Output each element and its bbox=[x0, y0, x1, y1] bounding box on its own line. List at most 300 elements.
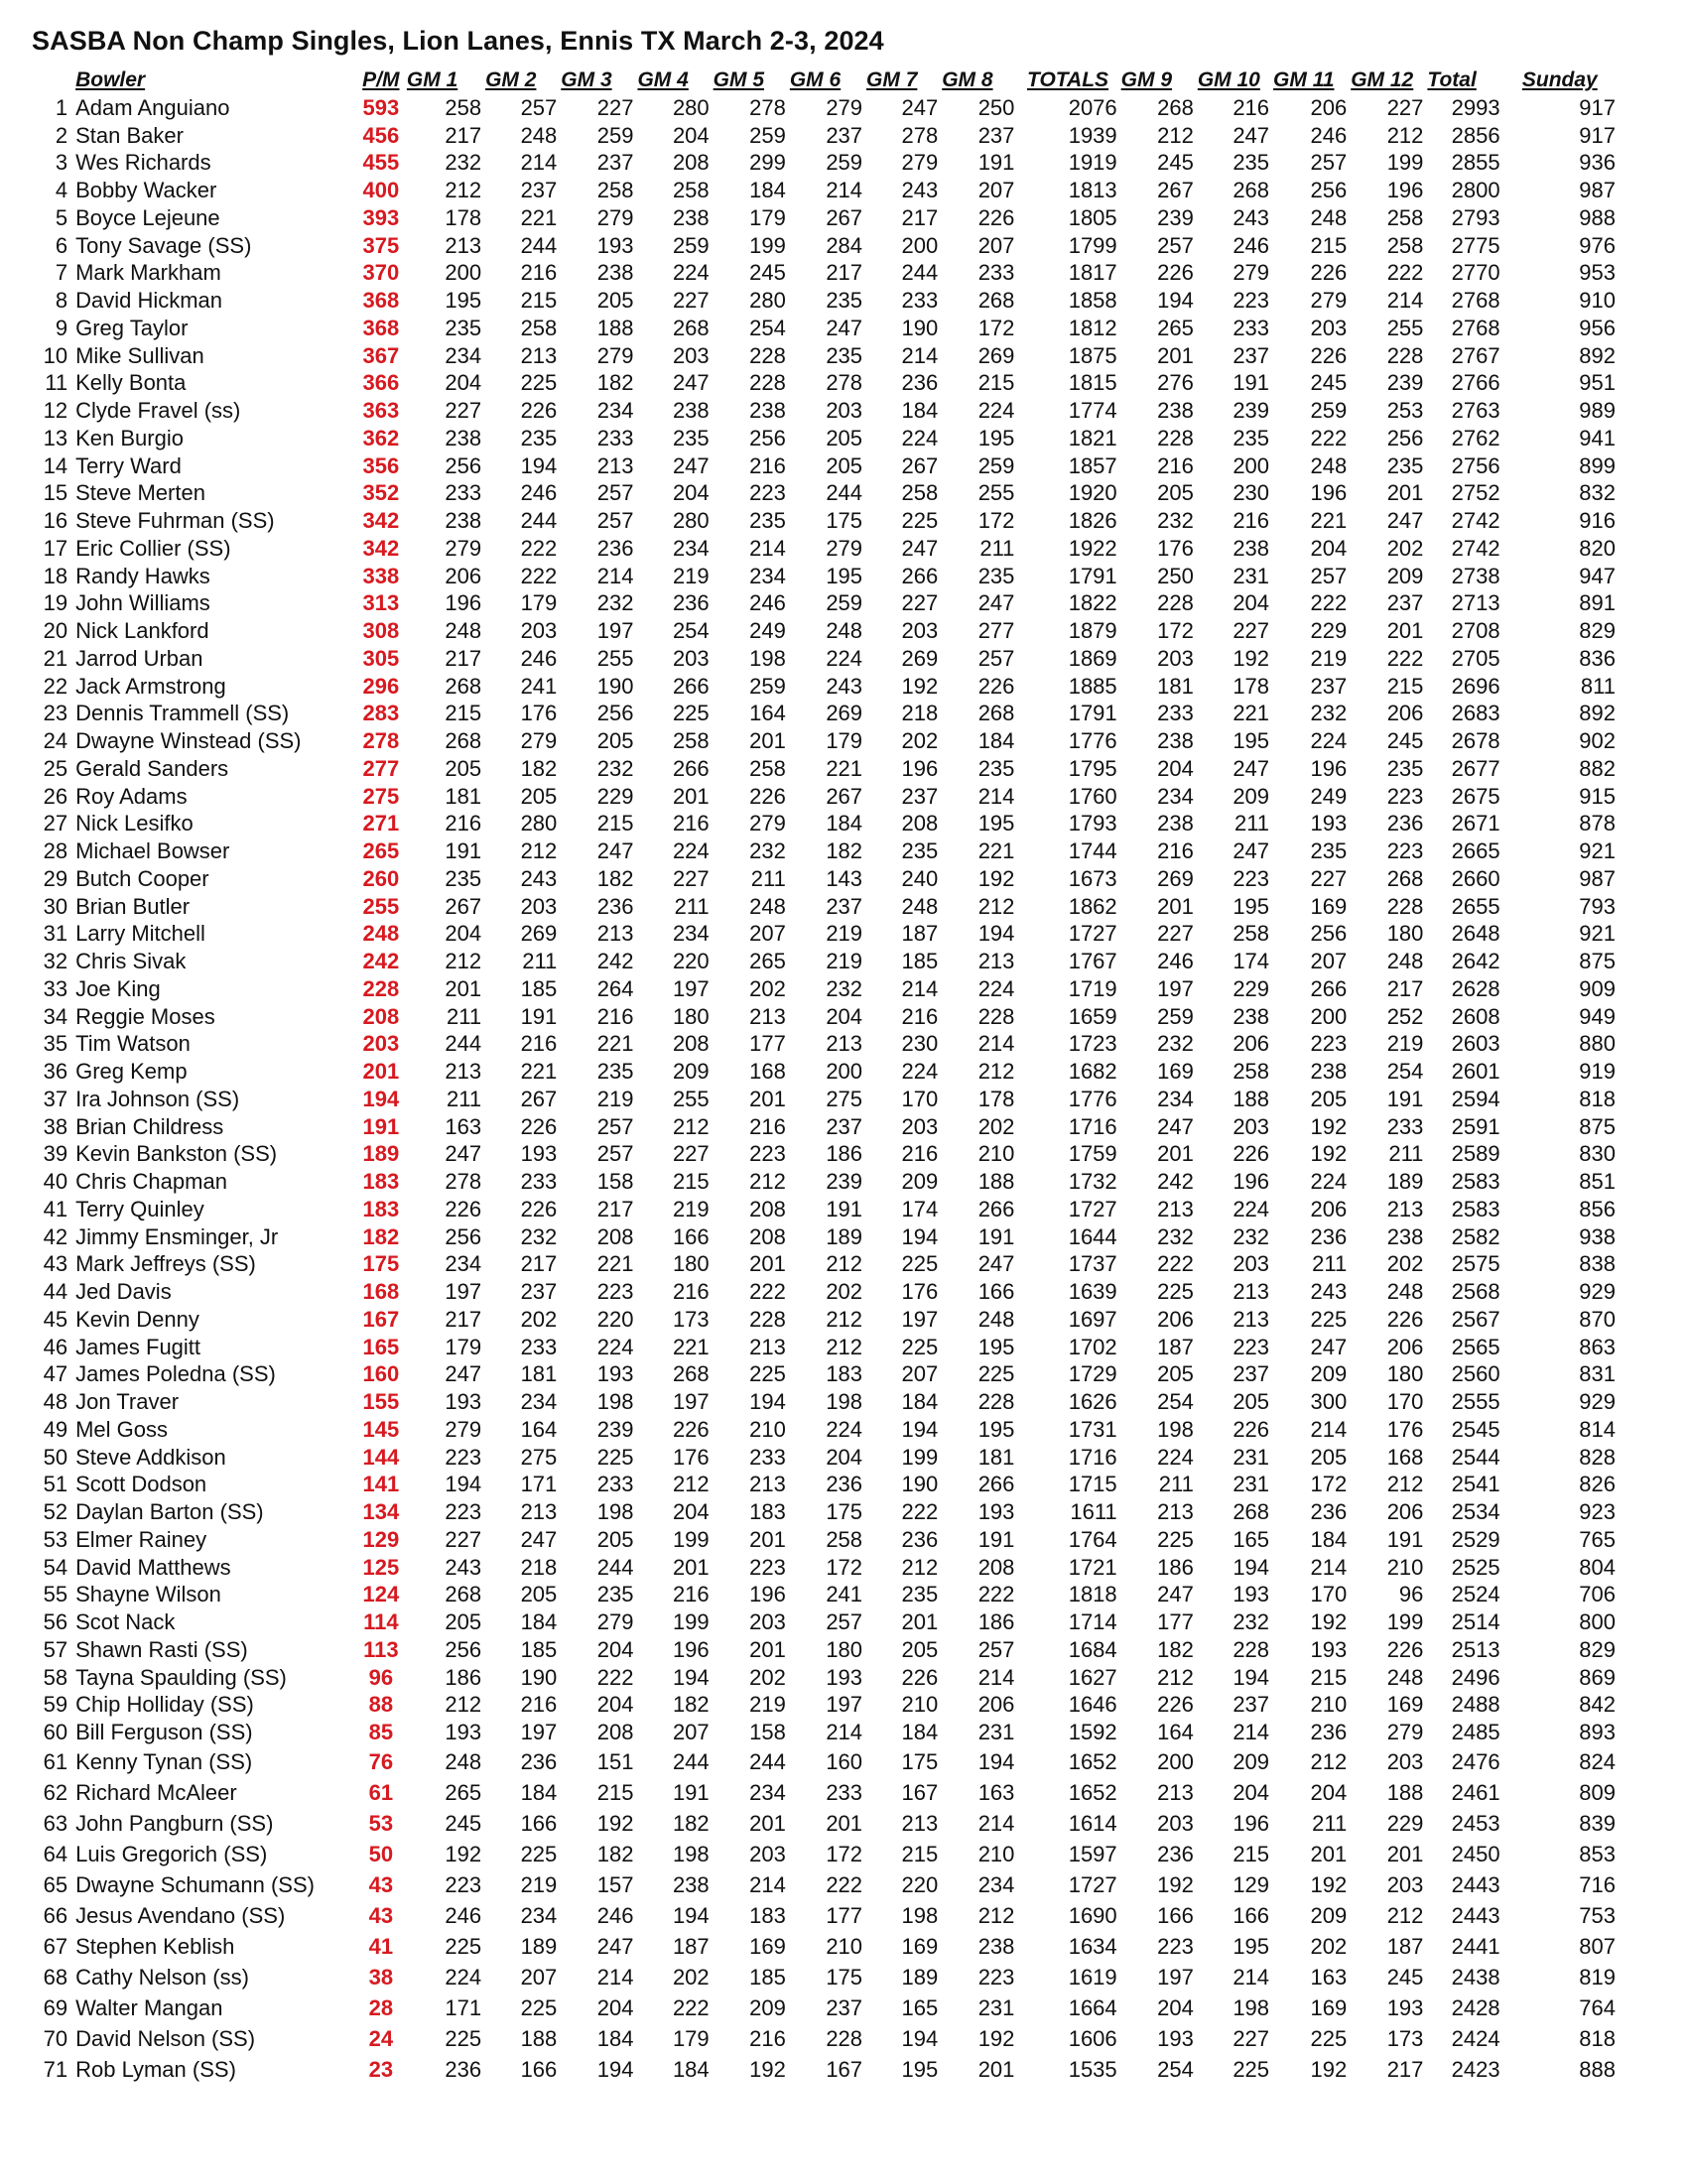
gm2-cell: 212 bbox=[520, 838, 558, 864]
gm5-cell: 278 bbox=[749, 94, 786, 120]
gm3-cell: 208 bbox=[596, 1720, 634, 1745]
gm5-cell: 201 bbox=[749, 1636, 786, 1662]
gm8-cell: 257 bbox=[977, 645, 1015, 671]
gm12-cell: 211 bbox=[1388, 1141, 1424, 1167]
gm10-cell: 231 bbox=[1233, 1444, 1270, 1470]
gm12-cell: 196 bbox=[1386, 178, 1424, 203]
gm9-cell: 164 bbox=[1157, 1720, 1194, 1745]
bowler-name-cell: David Hickman bbox=[75, 288, 223, 314]
gm1-cell: 212 bbox=[445, 178, 482, 203]
gm10-cell: 239 bbox=[1233, 398, 1270, 424]
sunday-cell: 826 bbox=[1579, 1472, 1616, 1497]
gm5-cell: 168 bbox=[749, 1059, 786, 1085]
gm1-cell: 232 bbox=[445, 150, 482, 176]
gm5-cell: 248 bbox=[749, 893, 786, 919]
gm3-cell: 222 bbox=[596, 1664, 634, 1690]
gm7-cell: 203 bbox=[901, 1113, 939, 1139]
rank-cell: 5 bbox=[55, 204, 68, 230]
gm7-cell: 194 bbox=[901, 1223, 939, 1249]
gm8-cell: 207 bbox=[977, 178, 1015, 203]
gm9-cell: 211 bbox=[1158, 1472, 1194, 1497]
gm9-cell: 254 bbox=[1157, 1389, 1194, 1415]
gm9-cell: 268 bbox=[1157, 94, 1194, 120]
rank-cell: 44 bbox=[43, 1279, 68, 1305]
gm6-cell: 203 bbox=[826, 398, 863, 424]
gm3-cell: 236 bbox=[596, 535, 634, 561]
total-cell: 2800 bbox=[1451, 178, 1500, 203]
gm10-cell: 204 bbox=[1233, 1779, 1270, 1805]
gm2-cell: 194 bbox=[520, 452, 558, 478]
gm3-cell: 279 bbox=[596, 204, 634, 230]
bowler-name-cell: Mark Markham bbox=[75, 260, 221, 286]
gm12-cell: 239 bbox=[1386, 370, 1424, 396]
gm11-cell: 215 bbox=[1310, 232, 1348, 258]
sunday-cell: 869 bbox=[1579, 1664, 1616, 1690]
gm12-cell: 228 bbox=[1386, 342, 1424, 368]
pm-cell: 375 bbox=[362, 232, 400, 258]
table-row bbox=[32, 342, 1618, 370]
gm10-cell: 268 bbox=[1233, 1499, 1270, 1525]
pm-cell: 76 bbox=[368, 1748, 394, 1774]
gm9-cell: 205 bbox=[1157, 480, 1194, 506]
total-cell: 2855 bbox=[1451, 150, 1500, 176]
rank-cell: 53 bbox=[43, 1526, 68, 1552]
gm11-cell: 204 bbox=[1310, 1779, 1348, 1805]
rank-cell: 42 bbox=[43, 1223, 68, 1249]
gm2-cell: 222 bbox=[520, 563, 558, 588]
gm11-cell: 257 bbox=[1310, 563, 1348, 588]
sunday-cell: 814 bbox=[1579, 1416, 1616, 1442]
totals-cell: 1759 bbox=[1068, 1141, 1117, 1167]
gm2-cell: 234 bbox=[520, 1902, 558, 1928]
rank-cell: 1 bbox=[55, 94, 68, 120]
gm9-cell: 176 bbox=[1157, 535, 1194, 561]
gm2-cell: 213 bbox=[520, 342, 558, 368]
total-cell: 2485 bbox=[1451, 1720, 1500, 1745]
gm7-cell: 220 bbox=[901, 1871, 939, 1897]
gm2-cell: 213 bbox=[520, 1499, 558, 1525]
gm2-cell: 226 bbox=[520, 398, 558, 424]
gm9-cell: 187 bbox=[1157, 1334, 1194, 1359]
total-cell: 2756 bbox=[1451, 452, 1500, 478]
gm1-cell: 234 bbox=[445, 1251, 482, 1277]
gm8-cell: 268 bbox=[977, 701, 1015, 726]
gm7-cell: 235 bbox=[901, 1582, 939, 1607]
gm12-cell: 191 bbox=[1386, 1086, 1424, 1111]
table-row bbox=[32, 1278, 1618, 1306]
gm12-cell: 201 bbox=[1386, 480, 1424, 506]
sunday-cell: 828 bbox=[1579, 1444, 1616, 1470]
gm7-cell: 165 bbox=[901, 1994, 939, 2020]
pm-cell: 113 bbox=[363, 1636, 399, 1662]
total-cell: 2524 bbox=[1451, 1582, 1500, 1607]
gm9-cell: 232 bbox=[1157, 1031, 1194, 1057]
gm6-cell: 217 bbox=[826, 260, 863, 286]
gm4-cell: 227 bbox=[672, 865, 710, 891]
bowler-name-cell: Mike Sullivan bbox=[75, 342, 204, 368]
sunday-cell: 856 bbox=[1579, 1196, 1616, 1221]
gm10-cell: 230 bbox=[1233, 480, 1270, 506]
gm10-cell: 238 bbox=[1233, 1003, 1270, 1029]
gm7-cell: 230 bbox=[901, 1031, 939, 1057]
table-row bbox=[32, 755, 1618, 783]
gm6-cell: 224 bbox=[826, 1416, 863, 1442]
pm-cell: 189 bbox=[362, 1141, 400, 1167]
gm3-cell: 151 bbox=[596, 1748, 634, 1774]
gm12-cell: 253 bbox=[1386, 398, 1424, 424]
rank-cell: 22 bbox=[43, 673, 68, 699]
pm-cell: 191 bbox=[362, 1113, 400, 1139]
totals-cell: 1858 bbox=[1068, 288, 1117, 314]
gm10-cell: 178 bbox=[1233, 673, 1270, 699]
total-cell: 2793 bbox=[1451, 204, 1500, 230]
gm12-cell: 168 bbox=[1386, 1444, 1424, 1470]
gm4-cell: 194 bbox=[672, 1902, 710, 1928]
bowler-name-cell: Walter Mangan bbox=[75, 1994, 223, 2020]
gm11-cell: 259 bbox=[1310, 398, 1348, 424]
gm10-cell: 191 bbox=[1233, 370, 1270, 396]
gm4-cell: 224 bbox=[672, 838, 710, 864]
gm8-cell: 266 bbox=[977, 1472, 1015, 1497]
rank-cell: 65 bbox=[43, 1871, 68, 1897]
gm6-cell: 214 bbox=[826, 178, 863, 203]
gm7-cell: 184 bbox=[901, 1720, 939, 1745]
gm4-cell: 176 bbox=[672, 1444, 710, 1470]
sunday-cell: 917 bbox=[1579, 94, 1616, 120]
pm-cell: 400 bbox=[362, 178, 400, 203]
table-row bbox=[32, 811, 1618, 838]
gm6-cell: 182 bbox=[826, 838, 863, 864]
sunday-cell: 853 bbox=[1579, 1841, 1616, 1866]
gm3-cell: 257 bbox=[596, 1113, 634, 1139]
gm9-cell: 254 bbox=[1157, 2056, 1194, 2082]
gm8-cell: 195 bbox=[977, 1416, 1015, 1442]
gm4-cell: 191 bbox=[672, 1779, 710, 1805]
gm3-cell: 157 bbox=[596, 1871, 634, 1897]
gm7-cell: 243 bbox=[901, 178, 939, 203]
sunday-cell: 921 bbox=[1579, 838, 1616, 864]
gm12-cell: 191 bbox=[1386, 1526, 1424, 1552]
gm1-cell: 265 bbox=[445, 1779, 482, 1805]
total-cell: 2655 bbox=[1451, 893, 1500, 919]
gm11-cell: 169 bbox=[1310, 1994, 1348, 2020]
gm5-cell: 228 bbox=[749, 1306, 786, 1332]
gm8-cell: 231 bbox=[977, 1720, 1015, 1745]
rank-cell: 6 bbox=[55, 232, 68, 258]
rank-cell: 8 bbox=[55, 288, 68, 314]
table-row bbox=[32, 1223, 1618, 1251]
gm6-cell: 279 bbox=[826, 94, 863, 120]
pm-cell: 342 bbox=[362, 535, 400, 561]
gm5-cell: 216 bbox=[749, 1113, 786, 1139]
gm5-cell: 203 bbox=[749, 1841, 786, 1866]
gm7-cell: 247 bbox=[901, 535, 939, 561]
bowler-name-cell: Brian Butler bbox=[75, 893, 191, 919]
sunday-cell: 753 bbox=[1579, 1902, 1616, 1928]
rank-cell: 41 bbox=[43, 1196, 68, 1221]
table-row bbox=[32, 260, 1618, 288]
gm9-cell: 213 bbox=[1157, 1499, 1194, 1525]
bowler-name-cell: Joe King bbox=[75, 975, 161, 1001]
sunday-cell: 976 bbox=[1579, 232, 1616, 258]
gm11-cell: 206 bbox=[1310, 1196, 1348, 1221]
gm2-cell: 205 bbox=[520, 783, 558, 809]
gm10-cell: 232 bbox=[1233, 1609, 1270, 1635]
gm9-cell: 194 bbox=[1157, 288, 1194, 314]
gm1-cell: 248 bbox=[445, 1748, 482, 1774]
gm5-cell: 213 bbox=[749, 1003, 786, 1029]
gm3-cell: 216 bbox=[596, 1003, 634, 1029]
gm2-cell: 233 bbox=[520, 1169, 558, 1195]
gm3-cell: 193 bbox=[596, 1361, 634, 1387]
gm8-cell: 266 bbox=[977, 1196, 1015, 1221]
gm4-cell: 259 bbox=[672, 232, 710, 258]
total-cell: 2708 bbox=[1451, 618, 1500, 644]
bowler-name-cell: Steve Fuhrman (SS) bbox=[75, 508, 275, 534]
gm7-cell: 222 bbox=[901, 1499, 939, 1525]
total-cell: 2525 bbox=[1451, 1554, 1500, 1580]
gm2-cell: 185 bbox=[520, 975, 558, 1001]
bowler-name-cell: John Williams bbox=[75, 590, 210, 616]
gm2-cell: 246 bbox=[520, 480, 558, 506]
gm1-cell: 163 bbox=[445, 1113, 482, 1139]
rank-cell: 16 bbox=[43, 508, 68, 534]
table-row bbox=[32, 425, 1618, 452]
gm5-cell: 158 bbox=[749, 1720, 786, 1745]
sunday-cell: 765 bbox=[1579, 1526, 1616, 1552]
gm9-cell: 257 bbox=[1157, 232, 1194, 258]
gm2-cell: 185 bbox=[520, 1636, 558, 1662]
total-cell: 2742 bbox=[1451, 508, 1500, 534]
gm1-cell: 279 bbox=[445, 1416, 482, 1442]
table-row bbox=[32, 1808, 1618, 1839]
total-cell: 2529 bbox=[1451, 1526, 1500, 1552]
gm8-cell: 195 bbox=[977, 425, 1015, 450]
gm4-cell: 238 bbox=[672, 398, 710, 424]
gm8-cell: 192 bbox=[977, 2025, 1015, 2051]
table-row bbox=[32, 865, 1618, 893]
gm1-cell: 245 bbox=[445, 1810, 482, 1836]
total-cell: 2555 bbox=[1451, 1389, 1500, 1415]
gm11-cell: 172 bbox=[1310, 1472, 1348, 1497]
gm8-cell: 234 bbox=[977, 1871, 1015, 1897]
gm3-cell: 182 bbox=[596, 1841, 634, 1866]
gm6-cell: 257 bbox=[826, 1609, 863, 1635]
gm1-cell: 213 bbox=[445, 1059, 482, 1085]
gm9-cell: 250 bbox=[1157, 563, 1194, 588]
gm7-cell: 216 bbox=[901, 1003, 939, 1029]
pm-cell: 265 bbox=[362, 838, 400, 864]
gm1-cell: 243 bbox=[445, 1554, 482, 1580]
bowler-name-cell: Tony Savage (SS) bbox=[75, 232, 252, 258]
gm11-cell: 266 bbox=[1310, 975, 1348, 1001]
gm11-cell: 212 bbox=[1310, 1748, 1348, 1774]
rank-cell: 37 bbox=[43, 1086, 68, 1111]
gm3-cell: 244 bbox=[596, 1554, 634, 1580]
gm1-cell: 256 bbox=[445, 1223, 482, 1249]
total-cell: 2671 bbox=[1451, 811, 1500, 836]
sunday-cell: 916 bbox=[1579, 508, 1616, 534]
gm8-cell: 228 bbox=[977, 1389, 1015, 1415]
rank-cell: 66 bbox=[43, 1902, 68, 1928]
gm12-cell: 222 bbox=[1386, 645, 1424, 671]
gm8-cell: 201 bbox=[977, 2056, 1015, 2082]
gm12-cell: 268 bbox=[1386, 865, 1424, 891]
gm7-cell: 199 bbox=[901, 1444, 939, 1470]
rank-cell: 14 bbox=[43, 452, 68, 478]
bowler-name-cell: Kevin Denny bbox=[75, 1306, 199, 1332]
pm-cell: 208 bbox=[362, 1003, 400, 1029]
total-cell: 2660 bbox=[1451, 865, 1500, 891]
gm7-cell: 216 bbox=[901, 1141, 939, 1167]
gm5-cell: 201 bbox=[749, 728, 786, 754]
total-cell: 2453 bbox=[1451, 1810, 1500, 1836]
gm11-cell: 196 bbox=[1310, 755, 1348, 781]
sunday-cell: 892 bbox=[1579, 701, 1616, 726]
gm10-cell: 243 bbox=[1233, 204, 1270, 230]
gm1-cell: 181 bbox=[445, 783, 482, 809]
gm1-cell: 223 bbox=[445, 1499, 482, 1525]
table-row bbox=[32, 948, 1618, 975]
gm2-cell: 193 bbox=[520, 1141, 558, 1167]
pm-cell: 53 bbox=[368, 1810, 394, 1836]
gm6-cell: 237 bbox=[826, 1994, 863, 2020]
gm7-cell: 200 bbox=[901, 232, 939, 258]
gm8-cell: 215 bbox=[977, 370, 1015, 396]
gm2-cell: 184 bbox=[520, 1779, 558, 1805]
pm-cell: 43 bbox=[368, 1871, 394, 1897]
gm7-cell: 225 bbox=[901, 508, 939, 534]
rank-cell: 12 bbox=[43, 398, 68, 424]
gm7-cell: 185 bbox=[901, 949, 939, 974]
gm8-cell: 226 bbox=[977, 673, 1015, 699]
gm2-cell: 257 bbox=[520, 94, 558, 120]
gm7-cell: 176 bbox=[901, 1279, 939, 1305]
gm9-cell: 226 bbox=[1157, 1692, 1194, 1718]
gm10-cell: 194 bbox=[1233, 1554, 1270, 1580]
gm8-cell: 214 bbox=[977, 1810, 1015, 1836]
table-row bbox=[32, 122, 1618, 150]
gm2-cell: 236 bbox=[520, 1748, 558, 1774]
gm12-cell: 226 bbox=[1386, 1306, 1424, 1332]
gm6-cell: 191 bbox=[826, 1196, 863, 1221]
table-row bbox=[32, 1113, 1618, 1141]
gm2-cell: 248 bbox=[520, 122, 558, 148]
gm6-cell: 212 bbox=[826, 1306, 863, 1332]
table-row bbox=[32, 727, 1618, 755]
gm12-cell: 180 bbox=[1386, 1361, 1424, 1387]
gm5-cell: 259 bbox=[749, 673, 786, 699]
gm4-cell: 238 bbox=[672, 1871, 710, 1897]
gm5-cell: 265 bbox=[749, 949, 786, 974]
gm4-cell: 224 bbox=[672, 260, 710, 286]
gm11-cell: 235 bbox=[1310, 838, 1348, 864]
gm7-cell: 233 bbox=[901, 288, 939, 314]
gm12-cell: 235 bbox=[1386, 755, 1424, 781]
bowler-name-cell: Dwayne Schumann (SS) bbox=[75, 1871, 315, 1897]
gm2-cell: 218 bbox=[520, 1554, 558, 1580]
gm7-cell: 235 bbox=[901, 838, 939, 864]
total-cell: 2594 bbox=[1451, 1086, 1500, 1111]
gm11-cell: 257 bbox=[1310, 150, 1348, 176]
gm11-cell: 248 bbox=[1310, 204, 1348, 230]
gm6-cell: 278 bbox=[826, 370, 863, 396]
rank-cell: 34 bbox=[43, 1003, 68, 1029]
gm1-cell: 178 bbox=[445, 204, 482, 230]
gm6-cell: 237 bbox=[826, 893, 863, 919]
gm6-cell: 259 bbox=[826, 150, 863, 176]
bowler-name-cell: Jesus Avendano (SS) bbox=[75, 1902, 286, 1928]
gm8-cell: 223 bbox=[977, 1964, 1015, 1990]
gm5-cell: 254 bbox=[749, 315, 786, 340]
bowler-name-cell: John Pangburn (SS) bbox=[75, 1810, 274, 1836]
rank-cell: 27 bbox=[43, 811, 68, 836]
gm12-cell: 213 bbox=[1386, 1196, 1424, 1221]
sunday-cell: 830 bbox=[1579, 1141, 1616, 1167]
header-rank bbox=[32, 65, 73, 94]
pm-cell: 114 bbox=[363, 1609, 399, 1635]
totals-cell: 1813 bbox=[1068, 178, 1117, 203]
gm11-cell: 196 bbox=[1310, 480, 1348, 506]
gm10-cell: 198 bbox=[1233, 1994, 1270, 2020]
gm11-cell: 203 bbox=[1310, 315, 1348, 340]
gm3-cell: 221 bbox=[596, 1031, 634, 1057]
gm9-cell: 225 bbox=[1157, 1279, 1194, 1305]
pm-cell: 61 bbox=[368, 1779, 394, 1805]
totals-cell: 1793 bbox=[1068, 811, 1117, 836]
gm6-cell: 284 bbox=[826, 232, 863, 258]
gm3-cell: 242 bbox=[596, 949, 634, 974]
gm4-cell: 197 bbox=[672, 975, 710, 1001]
gm8-cell: 191 bbox=[977, 1223, 1015, 1249]
bowler-name-cell: Jack Armstrong bbox=[75, 673, 226, 699]
gm7-cell: 279 bbox=[901, 150, 939, 176]
gm11-cell: 238 bbox=[1310, 1059, 1348, 1085]
table-row bbox=[32, 1196, 1618, 1223]
gm10-cell: 213 bbox=[1233, 1279, 1270, 1305]
gm5-cell: 299 bbox=[749, 150, 786, 176]
gm6-cell: 232 bbox=[826, 975, 863, 1001]
total-cell: 2665 bbox=[1451, 838, 1500, 864]
totals-cell: 1682 bbox=[1068, 1059, 1117, 1085]
gm12-cell: 219 bbox=[1386, 1031, 1424, 1057]
gm5-cell: 223 bbox=[749, 1554, 786, 1580]
pm-cell: 194 bbox=[362, 1086, 400, 1111]
gm8-cell: 213 bbox=[977, 949, 1015, 974]
gm6-cell: 143 bbox=[826, 865, 863, 891]
gm7-cell: 225 bbox=[901, 1334, 939, 1359]
rank-cell: 68 bbox=[43, 1964, 68, 1990]
sunday-cell: 988 bbox=[1579, 204, 1616, 230]
rank-cell: 45 bbox=[43, 1306, 68, 1332]
gm8-cell: 277 bbox=[977, 618, 1015, 644]
gm10-cell: 268 bbox=[1233, 178, 1270, 203]
gm10-cell: 214 bbox=[1233, 1964, 1270, 1990]
gm8-cell: 202 bbox=[977, 1113, 1015, 1139]
total-cell: 2767 bbox=[1451, 342, 1500, 368]
gm2-cell: 179 bbox=[520, 590, 558, 616]
gm1-cell: 224 bbox=[445, 1964, 482, 1990]
gm7-cell: 215 bbox=[901, 1841, 939, 1866]
gm9-cell: 232 bbox=[1157, 1223, 1194, 1249]
gm10-cell: 196 bbox=[1233, 1169, 1270, 1195]
gm3-cell: 214 bbox=[596, 1964, 634, 1990]
gm4-cell: 182 bbox=[672, 1810, 710, 1836]
gm2-cell: 225 bbox=[520, 1994, 558, 2020]
gm11-cell: 210 bbox=[1310, 1692, 1348, 1718]
gm3-cell: 205 bbox=[596, 288, 634, 314]
bowler-name-cell: Chris Chapman bbox=[75, 1169, 227, 1195]
